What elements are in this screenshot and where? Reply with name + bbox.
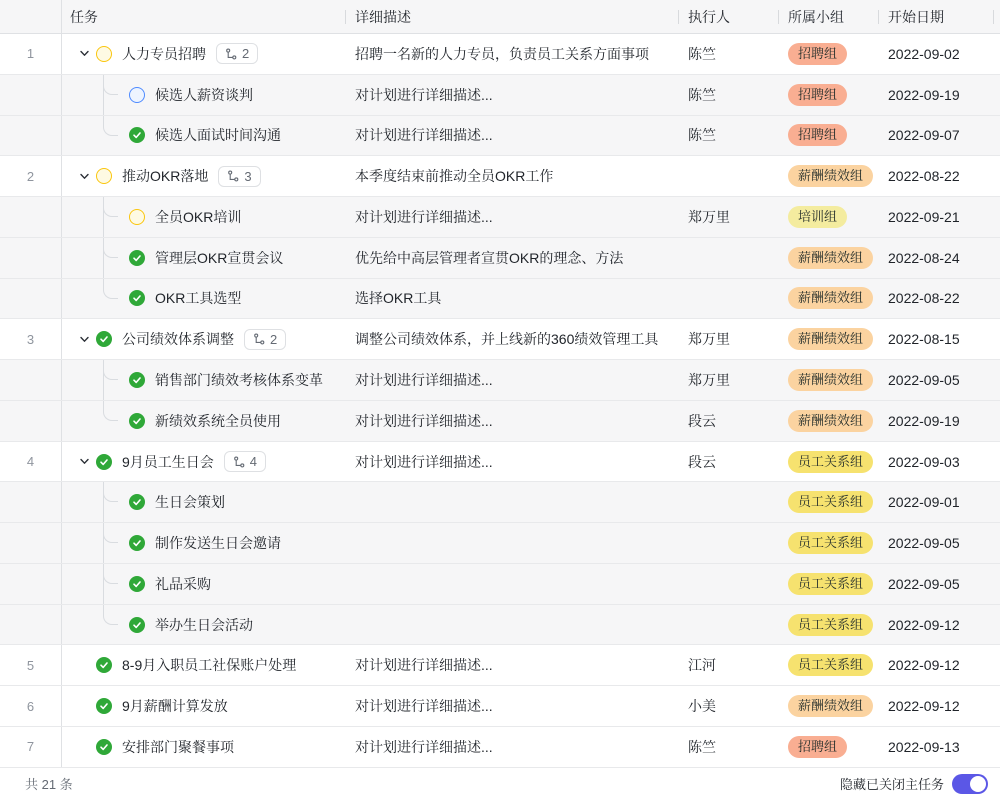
task-group[interactable] [778,75,878,115]
task-assignee[interactable] [678,156,778,196]
task-start-date[interactable]: 2022-09-19 [888,412,960,429]
table-row[interactable] [0,442,1000,483]
group-badge[interactable]: 员工关系组 [788,451,873,473]
tree-connector [103,116,118,136]
row-filler [993,197,1000,237]
status-icon[interactable] [129,413,145,429]
table-body [0,34,1000,768]
header-description[interactable]: 详细描述 [345,0,678,33]
group-badge[interactable]: 员工关系组 [788,532,873,554]
task-title[interactable]: 候选人面试时间沟通 [155,127,281,144]
status-icon[interactable] [129,127,145,143]
task-start-date[interactable]: 2022-08-15 [888,331,960,348]
group-badge[interactable]: 薪酬绩效组 [788,369,873,391]
task-group[interactable] [778,116,878,156]
row-number [0,564,62,604]
row-number [0,482,62,522]
row-filler [993,564,1000,604]
tree-connector [103,197,118,217]
table-row[interactable] [0,75,1000,116]
table-row[interactable] [0,482,1000,523]
task-cell [62,75,345,115]
task-start-date[interactable]: 2022-09-07 [888,127,960,144]
task-description[interactable] [345,564,678,604]
group-badge[interactable]: 薪酬绩效组 [788,247,873,269]
row-filler [993,482,1000,522]
task-group[interactable] [778,197,878,237]
task-title[interactable]: 9月员工生日会 [122,453,214,470]
subtask-count: 3 [244,168,252,184]
tree-connector [103,238,118,258]
row-filler [993,401,1000,441]
status-icon[interactable] [96,331,112,347]
status-icon[interactable] [129,290,145,306]
task-cell [62,238,345,278]
subtask-count: 2 [242,46,250,62]
tree-connector-line [103,197,105,237]
task-assignee[interactable]: 段云 [688,412,716,429]
task-description[interactable]: 本季度结束前推动全员OKR工作 [355,168,554,185]
header-task[interactable]: 任务 [70,8,98,25]
task-description[interactable]: 对计划进行详细描述... [355,86,493,103]
tree-connector [103,360,118,380]
chevron-down-icon[interactable] [78,456,90,468]
task-cell [62,34,345,74]
row-number: 1 [0,34,62,74]
task-cell [62,156,345,196]
group-badge[interactable]: 招聘组 [788,736,847,758]
subtask-count: 4 [249,454,258,470]
task-cell [62,482,345,522]
row-number [0,279,62,319]
task-description[interactable]: 对计划进行详细描述... [355,412,493,429]
task-title[interactable]: 销售部门绩效考核体系变革 [155,372,323,388]
row-number: 6 [0,686,62,726]
header-row-number [0,0,62,33]
tree-connector [103,279,118,299]
group-badge[interactable]: 招聘组 [788,124,847,146]
subtask-count-badge[interactable] [224,451,266,472]
row-number: 4 [0,442,62,482]
task-start-date[interactable]: 2022-09-05 [888,372,960,388]
table-footer [0,768,1000,800]
task-description[interactable]: 优先给中高层管理者宣贯OKR的理念、方法 [355,249,624,266]
task-cell [62,401,345,441]
chevron-down-icon[interactable] [78,170,90,182]
task-description[interactable]: 对计划进行详细描述... [355,127,493,144]
tree-connector [103,564,118,584]
tree-connector [103,482,118,502]
task-assignee[interactable]: 陈竺 [688,738,716,755]
header-filler [993,0,1000,33]
group-badge[interactable]: 薪酬绩效组 [788,328,873,350]
task-group[interactable] [778,523,878,563]
task-description[interactable] [345,605,678,645]
subtask-count-badge[interactable] [216,43,258,64]
group-badge[interactable]: 薪酬绩效组 [788,695,873,717]
group-badge[interactable]: 培训组 [788,206,847,228]
row-number: 5 [0,645,62,685]
task-start-date[interactable]: 2022-09-05 [888,535,960,552]
subtask-count: 2 [270,331,278,347]
row-filler [993,116,1000,156]
row-number: 3 [0,319,62,359]
hide-closed-toggle-label: 隐藏已关闭主任务 [839,777,944,793]
tree-connector [103,401,118,421]
row-filler [993,605,1000,645]
row-number [0,360,62,400]
group-badge[interactable]: 薪酬绩效组 [788,410,873,432]
chevron-down-icon[interactable] [78,48,90,60]
task-title[interactable]: 9月薪酬计算发放 [122,698,228,715]
task-assignee[interactable]: 郑万里 [688,372,730,388]
task-assignee[interactable]: 江河 [688,657,716,674]
task-assignee[interactable]: 陈竺 [688,86,716,103]
table-row[interactable] [0,279,1000,320]
row-number [0,605,62,645]
task-cell [62,686,345,726]
task-assignee[interactable]: 郑万里 [688,331,730,348]
row-filler [993,523,1000,563]
group-badge[interactable]: 薪酬绩效组 [788,165,873,187]
table-row[interactable] [0,34,1000,75]
group-badge[interactable]: 招聘组 [788,84,847,106]
task-title[interactable]: 安排部门聚餐事项 [122,738,234,755]
header-assignee[interactable]: 执行人 [678,0,778,33]
subtask-tree-icon [233,456,245,468]
task-assignee[interactable] [678,605,778,645]
task-start-date[interactable]: 2022-08-22 [888,168,960,185]
row-number [0,75,62,115]
group-badge[interactable]: 员工关系组 [788,654,873,676]
group-badge[interactable]: 招聘组 [788,43,847,65]
task-group[interactable] [778,360,878,400]
row-number [0,197,62,237]
row-number: 2 [0,156,62,196]
table-row[interactable] [0,156,1000,197]
status-icon[interactable] [129,372,145,388]
task-description[interactable] [345,523,678,563]
table-row[interactable] [0,727,1000,768]
table-row[interactable] [0,686,1000,727]
header-start-date[interactable]: 开始日期 [878,0,993,33]
task-start-date[interactable]: 2022-09-01 [888,494,960,511]
task-group[interactable] [778,645,878,685]
task-start-date[interactable]: 2022-09-12 [888,657,960,674]
task-title[interactable]: 生日会策划 [155,494,225,511]
task-description[interactable]: 招聘一名新的人力专员，负责员工关系方面事项 [355,45,649,62]
tree-connector-line [103,75,105,115]
group-badge[interactable]: 员工关系组 [788,491,873,513]
task-start-date[interactable]: 2022-09-03 [888,453,960,470]
task-group[interactable] [778,686,878,726]
task-title[interactable]: 举办生日会活动 [155,616,253,633]
status-icon[interactable] [129,87,145,103]
table-row[interactable] [0,401,1000,442]
task-assignee[interactable]: 郑万里 [688,208,730,225]
task-start-date[interactable]: 2022-09-12 [888,616,960,633]
task-cell [62,442,345,482]
task-title[interactable]: 人力专员招聘 [122,45,206,62]
table-row[interactable] [0,360,1000,401]
table-row[interactable] [0,116,1000,157]
row-filler [993,442,1000,482]
task-cell [62,564,345,604]
row-number [0,116,62,156]
task-cell [62,279,345,319]
task-description[interactable]: 对计划进行详细描述... [355,208,493,225]
task-start-date[interactable]: 2022-09-05 [888,575,960,592]
task-title[interactable]: 候选人薪资谈判 [155,86,253,103]
row-number [0,401,62,441]
tree-connector [103,523,118,543]
task-cell [62,116,345,156]
subtask-count-badge[interactable] [244,329,286,350]
table-row[interactable] [0,523,1000,564]
row-number [0,523,62,563]
table-header [0,0,1000,34]
task-description[interactable]: 对计划进行详细描述... [355,453,493,470]
task-group[interactable] [778,238,878,278]
task-title[interactable]: 公司绩效体系调整 [122,331,234,348]
task-description[interactable] [345,482,678,522]
task-group[interactable] [778,564,878,604]
task-assignee[interactable] [678,564,778,604]
status-icon[interactable] [129,250,145,266]
row-number [0,238,62,278]
task-description[interactable]: 对计划进行详细描述... [355,657,493,674]
status-icon[interactable] [129,617,145,633]
table-row[interactable] [0,645,1000,686]
task-group[interactable] [778,319,878,359]
header-group[interactable]: 所属小组 [778,0,878,33]
task-description[interactable]: 调整公司绩效体系，并上线新的360绩效管理工具 [355,331,659,348]
task-title[interactable]: 制作发送生日会邀请 [155,535,281,552]
task-assignee[interactable] [678,482,778,522]
task-description[interactable]: 选择OKR工具 [355,290,442,307]
task-title[interactable]: 新绩效系统全员使用 [155,412,281,429]
tree-connector-line [103,238,105,278]
task-start-date[interactable]: 2022-09-13 [888,738,960,755]
task-cell [62,523,345,563]
task-start-date[interactable]: 2022-08-24 [888,249,960,266]
task-group[interactable] [778,279,878,319]
task-title[interactable]: 礼品采购 [155,575,211,592]
group-badge[interactable]: 薪酬绩效组 [788,287,873,309]
status-icon[interactable] [96,739,112,755]
tree-connector [103,605,118,625]
task-description[interactable]: 对计划进行详细描述... [355,698,493,715]
task-cell [62,605,345,645]
task-description[interactable]: 对计划进行详细描述... [355,738,493,755]
task-cell [62,645,345,685]
task-group[interactable] [778,156,878,196]
task-cell [62,360,345,400]
status-icon[interactable] [129,209,145,225]
task-title[interactable]: 管理层OKR宣贯会议 [155,249,284,266]
task-group[interactable] [778,442,878,482]
subtask-tree-icon [253,333,265,345]
group-badge[interactable]: 员工关系组 [788,614,873,636]
subtask-count-badge[interactable] [218,166,260,187]
task-assignee[interactable] [678,523,778,563]
table-row[interactable] [0,197,1000,238]
row-filler [993,279,1000,319]
status-icon[interactable] [96,168,112,184]
task-assignee[interactable]: 陈竺 [688,45,716,62]
row-filler [993,645,1000,685]
task-assignee[interactable] [678,279,778,319]
task-group[interactable] [778,482,878,522]
table-row[interactable] [0,319,1000,360]
tree-connector-line [103,360,105,400]
task-start-date[interactable]: 2022-08-22 [888,290,960,307]
hide-closed-toggle[interactable] [952,774,988,794]
table-row[interactable] [0,564,1000,605]
row-filler [993,34,1000,74]
status-icon[interactable] [96,46,112,62]
task-group[interactable] [778,34,878,74]
task-assignee[interactable] [678,238,778,278]
tree-connector [103,75,118,95]
subtask-tree-icon [227,170,239,182]
status-icon[interactable] [129,535,145,551]
task-start-date[interactable]: 2022-09-19 [888,86,960,103]
task-start-date[interactable]: 2022-09-12 [888,698,960,715]
status-icon[interactable] [96,454,112,470]
task-assignee[interactable]: 段云 [688,453,716,470]
task-description[interactable]: 对计划进行详细描述... [355,372,493,388]
task-assignee[interactable]: 小美 [688,698,716,715]
task-assignee[interactable]: 陈竺 [688,127,716,144]
row-filler [993,360,1000,400]
status-icon[interactable] [96,657,112,673]
group-badge[interactable]: 员工关系组 [788,573,873,595]
row-filler [993,75,1000,115]
tree-connector-line [103,523,105,563]
tree-connector-line [103,564,105,604]
total-count: 共 21 条 [25,777,73,793]
row-filler [993,686,1000,726]
task-title[interactable]: 推动OKR落地 [122,168,209,185]
table-row[interactable] [0,238,1000,279]
task-cell [62,319,345,359]
task-group[interactable] [778,727,878,767]
row-number: 7 [0,727,62,767]
row-filler [993,319,1000,359]
status-icon[interactable] [96,698,112,714]
status-icon[interactable] [129,576,145,592]
row-filler [993,238,1000,278]
table-row[interactable] [0,605,1000,646]
subtask-tree-icon [225,48,237,60]
toggle-knob [970,776,986,792]
tree-connector-line [103,482,105,522]
task-group[interactable] [778,605,878,645]
row-filler [993,727,1000,767]
task-cell [62,197,345,237]
task-start-date[interactable]: 2022-09-21 [888,208,960,225]
task-title[interactable]: 8-9月入职员工社保账户处理 [122,657,297,674]
task-title[interactable]: 全员OKR培训 [155,208,242,225]
task-title[interactable]: OKR工具选型 [155,290,242,307]
status-icon[interactable] [129,494,145,510]
task-cell [62,727,345,767]
chevron-down-icon[interactable] [78,333,90,345]
task-group[interactable] [778,401,878,441]
row-filler [993,156,1000,196]
task-start-date[interactable]: 2022-09-02 [888,45,960,62]
